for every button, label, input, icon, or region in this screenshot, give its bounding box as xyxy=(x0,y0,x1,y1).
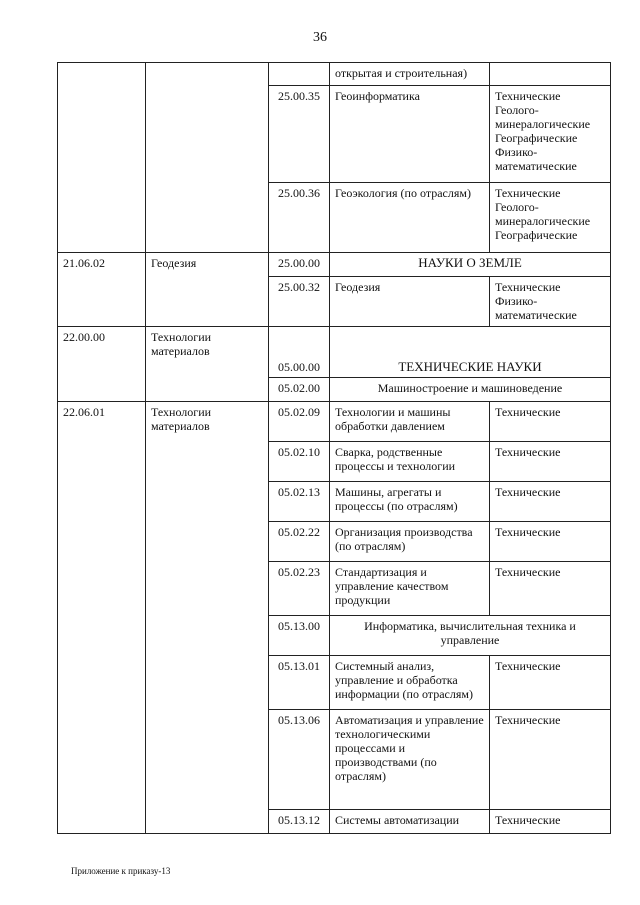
code-cell: 05.02.09 xyxy=(269,402,330,442)
spec-code-cell: 21.06.02 xyxy=(58,253,146,327)
code-cell: 25.00.00 xyxy=(269,253,330,277)
code-cell xyxy=(269,63,330,86)
code-cell: 05.13.01 xyxy=(269,656,330,710)
name-cell: Машины, агрегаты и процессы (по отраслям) xyxy=(330,482,490,522)
branch-cell: Технические Геолого-минералогические Географические xyxy=(490,183,611,253)
branch-cell: Технические xyxy=(490,710,611,810)
spec-name-cell: Технологии материалов xyxy=(146,402,269,834)
name-cell: открытая и строительная) xyxy=(330,63,490,86)
code-cell: 05.13.12 xyxy=(269,810,330,834)
section-heading: НАУКИ О ЗЕМЛЕ xyxy=(330,253,611,277)
branch-cell: Технические xyxy=(490,482,611,522)
name-cell: Геодезия xyxy=(330,277,490,327)
table-row xyxy=(58,327,611,378)
code-cell: 25.00.36 xyxy=(269,183,330,253)
table-row xyxy=(58,402,611,442)
branch-cell: Технические xyxy=(490,810,611,834)
code-cell: 25.00.32 xyxy=(269,277,330,327)
spec-name-cell: Технологии материалов xyxy=(146,327,269,402)
branch-cell: Технические xyxy=(490,562,611,616)
code-cell: 25.00.35 xyxy=(269,86,330,183)
name-cell: Технологии и машины обработки давлением xyxy=(330,402,490,442)
branch-cell xyxy=(490,63,611,86)
code-cell: 05.02.10 xyxy=(269,442,330,482)
branch-cell: Технические xyxy=(490,656,611,710)
code-cell: 05.02.22 xyxy=(269,522,330,562)
spec-code-cell xyxy=(58,63,146,253)
footer-note: Приложение к приказу-13 xyxy=(71,866,171,876)
page-number: 36 xyxy=(313,30,327,45)
spec-code-cell: 22.06.01 xyxy=(58,402,146,834)
name-cell: Геоэкология (по отраслям) xyxy=(330,183,490,253)
section-heading: Информатика, вычислительная техника и управление xyxy=(330,616,611,656)
section-heading: Машиностроение и машиноведение xyxy=(330,378,611,402)
table-row xyxy=(58,63,611,86)
spec-name-cell: Геодезия xyxy=(146,253,269,327)
branch-cell: Технические xyxy=(490,442,611,482)
name-cell: Геоинформатика xyxy=(330,86,490,183)
code-cell: 05.13.06 xyxy=(269,710,330,810)
code-cell: 05.02.23 xyxy=(269,562,330,616)
code-cell: 05.00.00 xyxy=(269,327,330,378)
name-cell: Системы автоматизации xyxy=(330,810,490,834)
spec-name-cell xyxy=(146,63,269,253)
branch-cell: Технические xyxy=(490,522,611,562)
code-cell: 05.02.13 xyxy=(269,482,330,522)
branch-cell: Технические Физико-математические xyxy=(490,277,611,327)
name-cell: Автоматизация и управление технологическими процессами и производствами (по отраслям) xyxy=(330,710,490,810)
code-cell: 05.13.00 xyxy=(269,616,330,656)
specialties-table xyxy=(57,62,611,834)
name-cell: Сварка, родственные процессы и технологии xyxy=(330,442,490,482)
code-cell: 05.02.00 xyxy=(269,378,330,402)
branch-cell: Технические xyxy=(490,402,611,442)
section-heading: ТЕХНИЧЕСКИЕ НАУКИ xyxy=(330,327,611,378)
branch-cell: Технические Геолого-минералогические Географические Физико-математические xyxy=(490,86,611,183)
name-cell: Стандартизация и управление качеством продукции xyxy=(330,562,490,616)
table-row xyxy=(58,253,611,277)
spec-code-cell: 22.00.00 xyxy=(58,327,146,402)
name-cell: Системный анализ, управление и обработка информации (по отраслям) xyxy=(330,656,490,710)
name-cell: Организация производства (по отраслям) xyxy=(330,522,490,562)
